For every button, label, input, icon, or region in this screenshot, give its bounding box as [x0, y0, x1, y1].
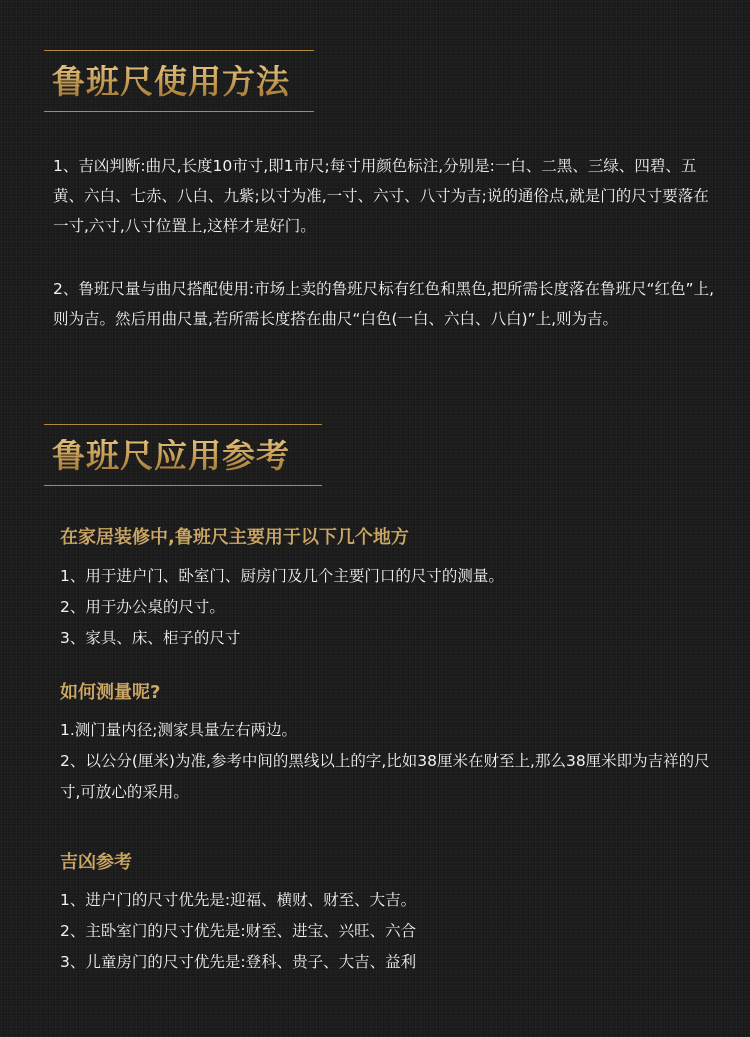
list-item: 2、以公分(厘米)为准,参考中间的黑线以上的字,比如38厘米在财至上,那么38厘米即为吉祥的尺寸,可放心的采用。 [60, 752, 710, 801]
subsection-title-usage-places: 在家居装修中,鲁班尺主要用于以下几个地方 [60, 527, 409, 548]
subsection-title-how-to-measure: 如何测量呢? [60, 682, 161, 703]
list-item: 2、主卧室门的尺寸优先是:财至、进宝、兴旺、六合 [60, 922, 417, 940]
list-item: 1、进户门的尺寸优先是:迎福、横财、财至、大吉。 [60, 891, 417, 909]
usage-paragraph-1: 1、吉凶判断:曲尺,长度10市寸,即1市尺;每寸用颜色标注,分别是:一白、二黑、三绿、四碧、五黄、六白、七赤、八白、九紫;以寸为准,一寸、六寸、八寸为吉;说的通俗点,就是门的尺寸要落在一寸,六寸,八寸位置上,这样才是好门。 [53, 157, 709, 235]
section-heading-reference [44, 424, 322, 486]
how-to-measure-list [60, 715, 720, 808]
list-item: 1、用于进户门、卧室门、厨房门及几个主要门口的尺寸的测量。 [60, 567, 504, 585]
list-item: 3、儿童房门的尺寸优先是:登科、贵子、大吉、益利 [60, 953, 417, 971]
list-item: 1.测门量内径;测家具量左右两边。 [60, 721, 298, 739]
usage-places-list [60, 561, 720, 654]
usage-paragraph-2: 2、鲁班尺量与曲尺搭配使用:市场上卖的鲁班尺标有红色和黑色,把所需长度落在鲁班尺“红色”上,则为吉。然后用曲尺量,若所需长度搭在曲尺“白色(一白、六白、八白)”上,则为吉。 [53, 280, 715, 328]
subsection-title-fortune-reference: 吉凶参考 [60, 852, 132, 873]
fortune-reference-list [60, 885, 720, 978]
list-item: 3、家具、床、柜子的尺寸 [60, 629, 241, 647]
section-heading-usage [44, 50, 314, 112]
list-item: 2、用于办公桌的尺寸。 [60, 598, 225, 616]
heading-reference-title: 鲁班尺应用参考 [52, 435, 290, 475]
heading-usage-title: 鲁班尺使用方法 [52, 61, 290, 101]
